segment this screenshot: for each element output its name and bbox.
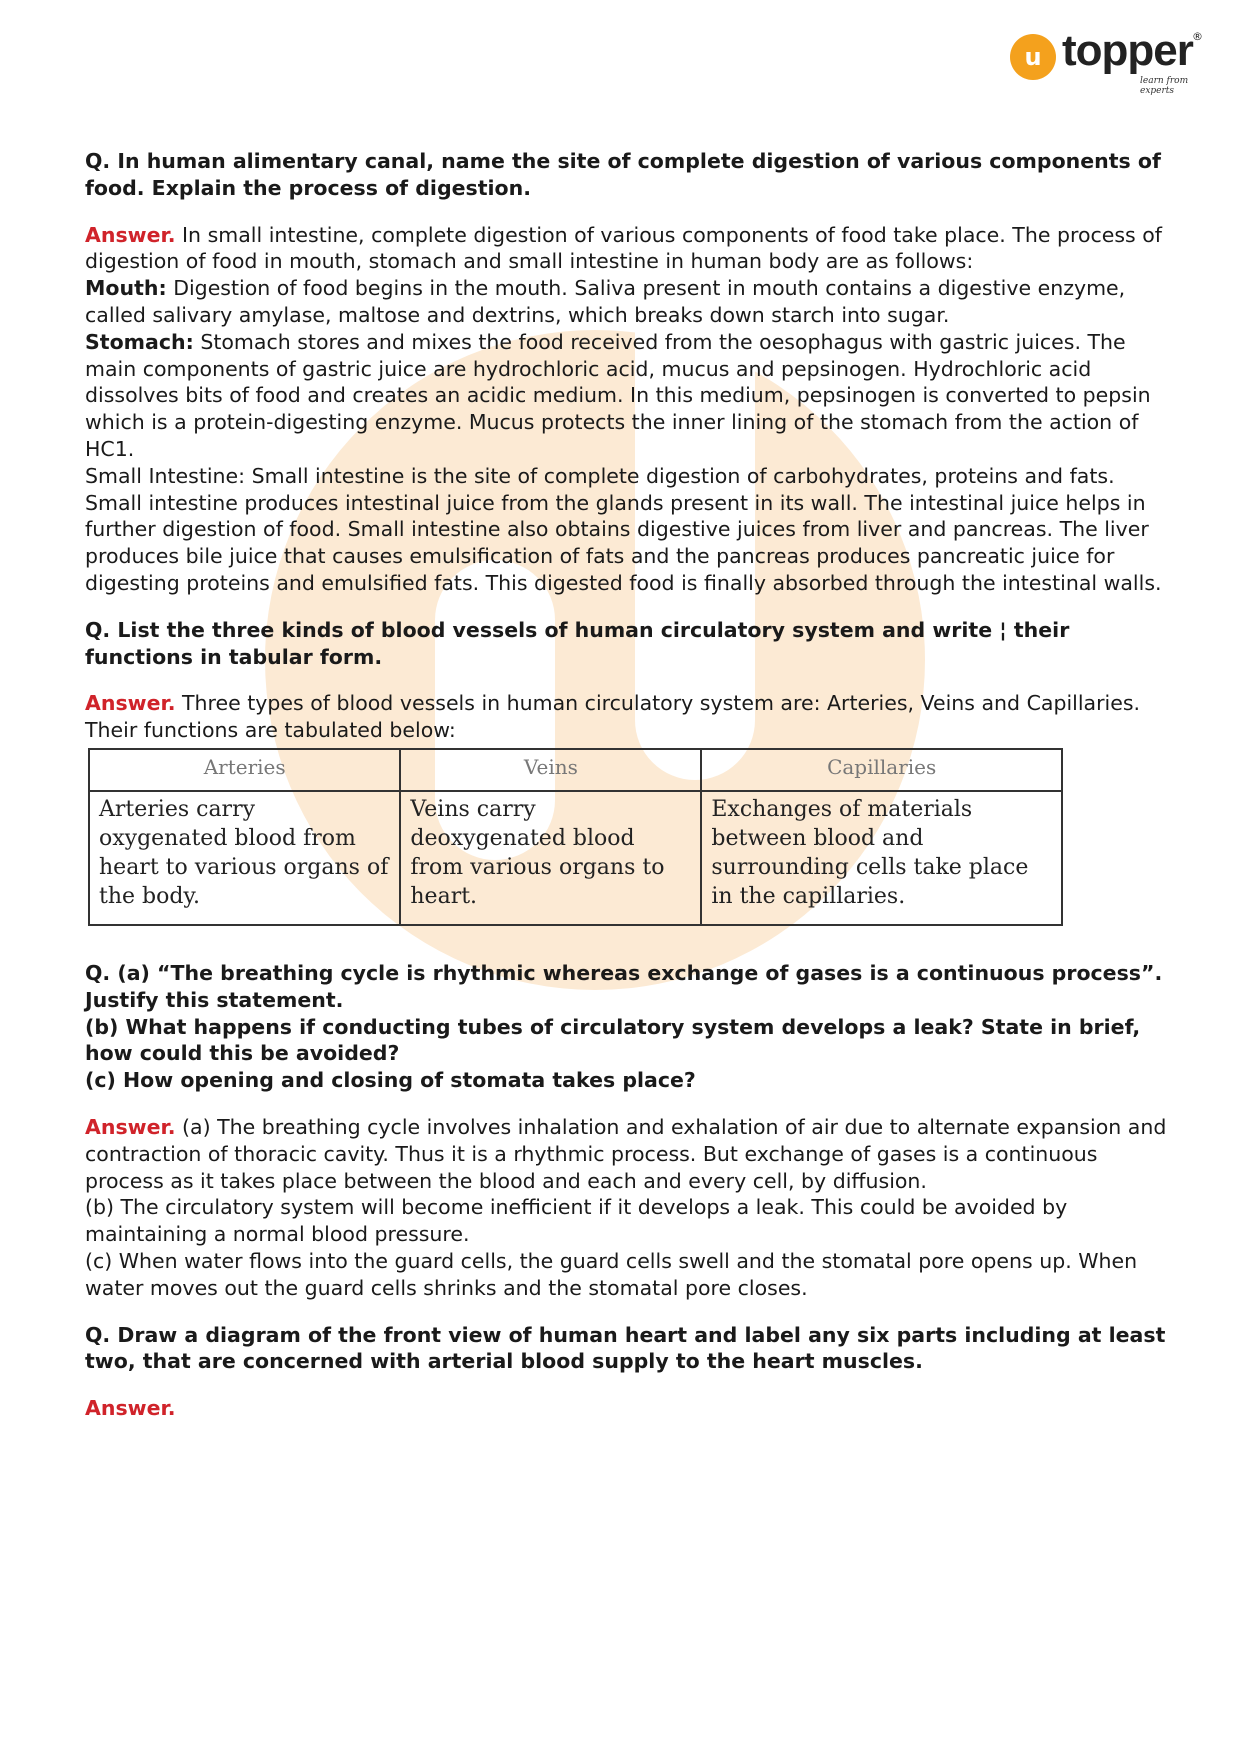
brand-logo [1010, 26, 1210, 96]
mouth-label: Mouth: [85, 276, 167, 301]
answer-label: Answer. [85, 1114, 176, 1139]
answer-1-intro [85, 222, 1170, 276]
table-header-arteries: Arteries [89, 749, 400, 791]
mouth-text: Digestion of food begins in the mouth. Saliva present in mouth contains a digestive enzyme, called salivary amylase, maltose and dextrins, which breaks down starch into sugar. [85, 276, 1126, 327]
question-3c: (c) How opening and closing of stomata takes place? [85, 1068, 696, 1093]
question-3a: Q. (a) “The breathing cycle is rhythmic whereas exchange of gases is a continuous process”. Justify this statement. [85, 960, 1163, 1012]
answer-3b: (b) The circulatory system will become inefficient if it develops a leak. This could be avoided by maintaining a normal blood pressure. [85, 1195, 1068, 1247]
table-header-veins: Veins [400, 749, 701, 791]
table-header-row [89, 749, 1062, 791]
answer-4 [85, 1395, 1170, 1422]
table-header-capillaries: Capillaries [701, 749, 1062, 791]
document-body [85, 148, 1170, 1442]
answer-label: Answer. [85, 691, 176, 716]
table-row [89, 791, 1062, 925]
blood-vessels-table [88, 748, 1063, 926]
question-3 [85, 960, 1170, 1094]
answer-label: Answer. [85, 1396, 176, 1421]
question-1: Q. In human alimentary canal, name the site of complete digestion of various components of food. Explain the process of digestion. [85, 149, 1161, 200]
answer-1-stomach [85, 329, 1170, 463]
answer-3a-text: (a) The breathing cycle involves inhalation and exhalation of air due to alternate expansion and contraction of thoracic cavity. Thus it is a rhythmic process. But exchange of gases is a continuous process as it takes place between the blood and each and every cell, by diffusion. [85, 1114, 1167, 1193]
answer-label: Answer. [85, 222, 176, 247]
answer-1-intro-text: In small intestine, complete digestion of various components of food take place. The process of digestion of food in mouth, stomach and small intestine in human body are as follows: [85, 222, 1163, 274]
answer-3 [85, 1114, 1170, 1302]
stomach-text: Stomach stores and mixes the food received from the oesophagus with gastric juices. The main components of gastric juice are hydrochloric acid, mucus and pepsinogen. Hydrochloric acid dissolves bits of food and creates an acidic medium. In this medium, pepsinogen is converted to pepsin which is a protein-digesting enzyme. Mucus protects the inner lining of the stomach from the action of HC1. [85, 329, 1151, 461]
answer-3a [85, 1114, 1170, 1194]
answer-1-mouth [85, 275, 1170, 329]
answer-2-intro [85, 690, 1170, 717]
table-cell-veins: Veins carry deoxygenated blood from various organs to heart. [400, 791, 701, 925]
answer-3c: (c) When water flows into the guard cells, the guard cells swell and the stomatal pore opens up. When water moves out the guard cells shrinks and the stomatal pore closes. [85, 1248, 1138, 1300]
table-cell-arteries: Arteries carry oxygenated blood from heart to various organs of the body. [89, 791, 400, 925]
logo-tagline: learn from experts [1140, 76, 1189, 96]
answer-2-tabulated: Their functions are tabulated below: [85, 718, 456, 743]
logo-wordmark: topper [1062, 26, 1193, 75]
answer-2-intro-text: Three types of blood vessels in human circulatory system are: Arteries, Veins and Capillaries. [182, 691, 1141, 716]
answer-2 [85, 690, 1170, 744]
answer-1-intestine: Small Intestine: Small intestine is the site of complete digestion of carbohydrates, proteins and fats. Small intestine produces intestinal juice from the glands present in its wall. The intestinal juice helps in further digestion of food. Small intestine also obtains digestive juices from liver and pancreas. The liver produces bile juice that causes emulsification of fats and the pancreas produces pancreatic juice for digesting proteins and emulsified fats. This digested food is finally absorbed through the intestinal walls. [85, 463, 1162, 595]
stomach-label: Stomach: [85, 329, 194, 354]
question-2: Q. List the three kinds of blood vessels of human circulatory system and write ¦ their functions in tabular form. [85, 617, 1070, 669]
registered-mark: ® [1192, 30, 1203, 43]
table-cell-capillaries: Exchanges of materials between blood and surrounding cells take place in the capillaries. [701, 791, 1062, 925]
logo-u-icon: u [1010, 34, 1056, 80]
answer-1 [85, 222, 1170, 597]
question-4: Q. Draw a diagram of the front view of human heart and label any six parts including at least two, that are concerned with arterial blood supply to the heart muscles. [85, 1322, 1166, 1374]
question-3b: (b) What happens if conducting tubes of circulatory system develops a leak? State in brief, how could this be avoided? [85, 1014, 1141, 1066]
